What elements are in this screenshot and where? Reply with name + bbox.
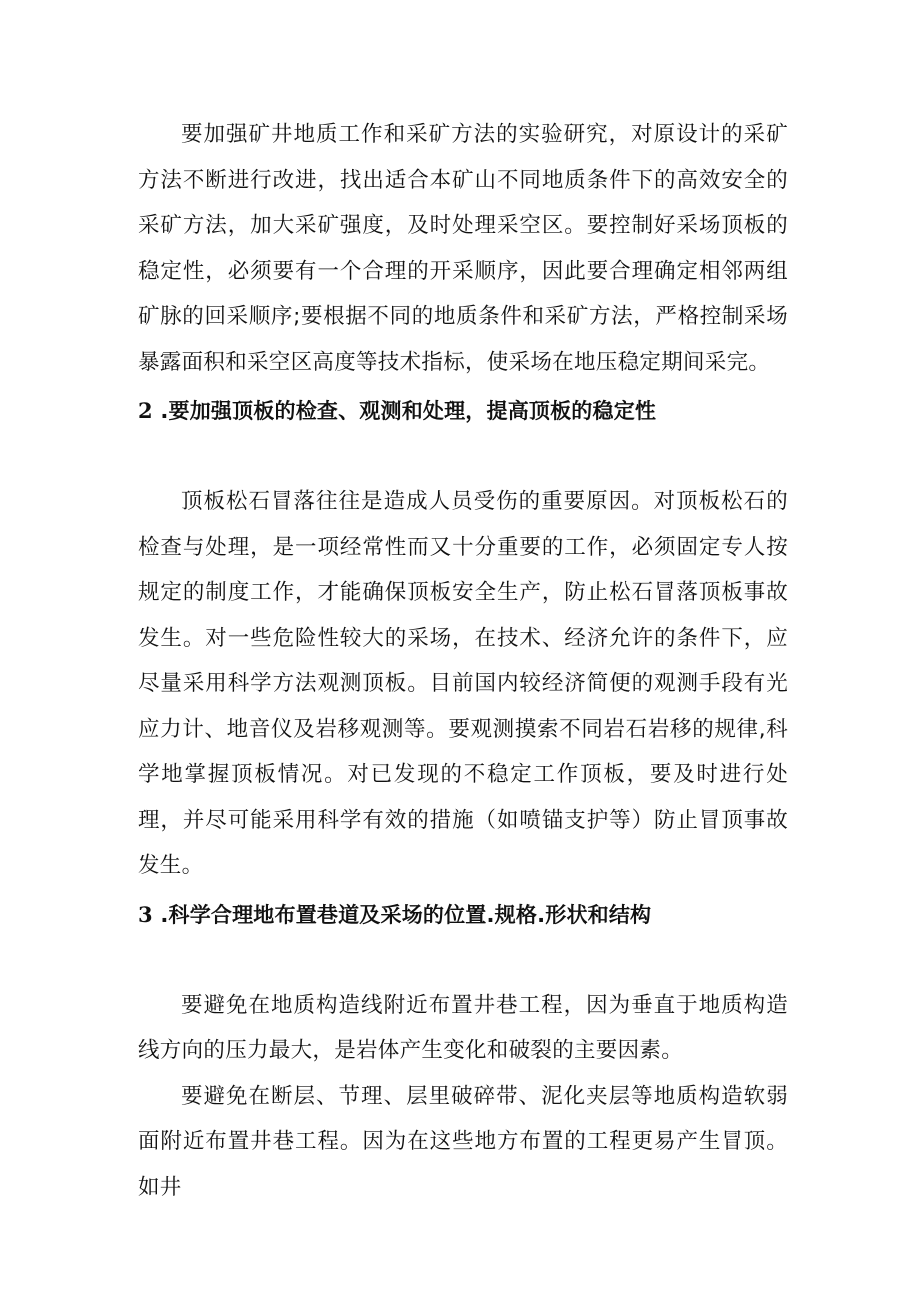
paragraph-weak-planes: 要避免在断层、节理、层里破碎带、泥化夹层等地质构造软弱面附近布置井巷工程。因为在这些地方布置的工程更易产生冒顶。如井	[138, 1083, 788, 1200]
paragraph-mining-method: 要加强矿井地质工作和采矿方法的实验研究，对原设计的采矿方法不断进行改进，找出适合本矿山不同地质条件下的高效安全的采矿方法，加大采矿强度，及时处理采空区。要控制好采场顶板的稳定性，必须要有一个合理的开采顺序，因此要合理确定相邻两组矿脉的回采顺序;要根据不同的地质条件和采矿方法，严格控制采场暴露面积和采空区高度等技术指标，使采场在地压稳定期间采完。	[138, 122, 788, 375]
paragraph-structure-lines: 要避免在地质构造线附近布置井巷工程，因为垂直于地质构造线方向的压力最大，是岩体产生变化和破裂的主要因素。	[138, 992, 788, 1063]
section-heading-2	[138, 395, 788, 427]
document-body	[138, 112, 788, 1210]
section-number-2: 2	[138, 398, 153, 423]
section-title-3: .科学合理地布置巷道及采场的位置.规格.形状和结构	[152, 902, 652, 927]
paragraph-roof-inspection: 顶板松石冒落往往是造成人员受伤的重要原因。对顶板松石的检查与处理，是一项经常性而又十分重要的工作，必须固定专人按规定的制度工作，才能确保顶板安全生产，防止松石冒落顶板事故发生。对一些危险性较大的采场，在技术、经济允许的条件下，应尽量采用科学方法观测顶板。目前国内较经济简便的观测手段有光应力计、地音仪及岩移观测等。要观测摸索不同岩石岩移的规律,科学地掌握顶板情况。对已发现的不稳定工作顶板，要及时进行处理，并尽可能采用科学有效的措施（如喷锚支护等）防止冒顶事故发生。	[138, 489, 788, 878]
section-title-2: .要加强顶板的检查、观测和处理，提高顶板的稳定性	[152, 399, 657, 423]
section-number-3: 3	[138, 901, 153, 927]
section-heading-3	[138, 899, 788, 931]
